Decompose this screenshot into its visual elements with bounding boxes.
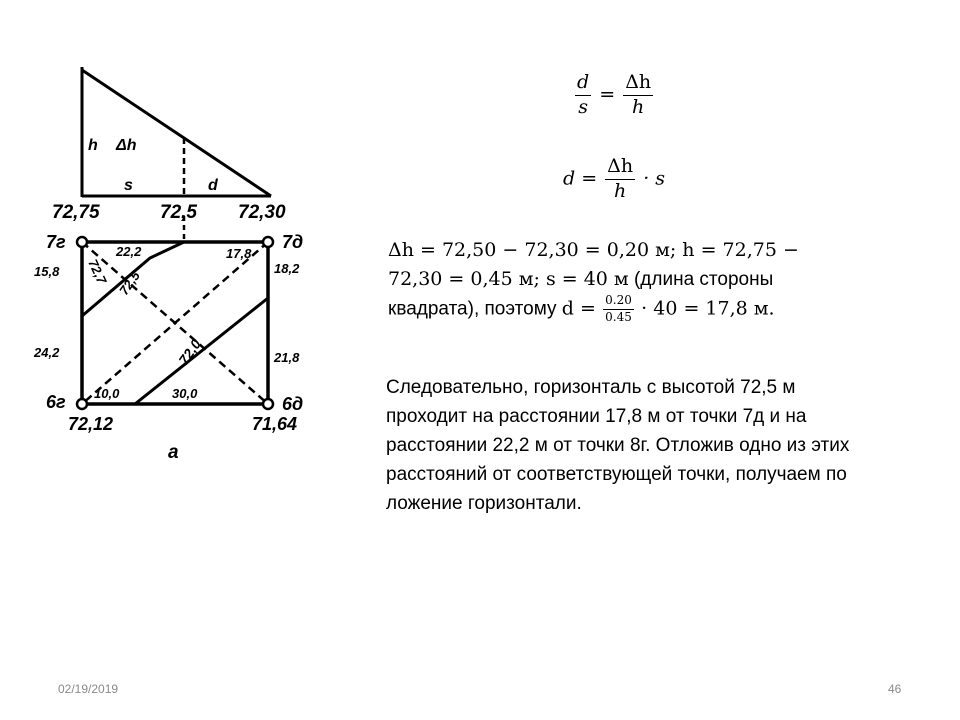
formula-d	[563, 156, 665, 203]
frac-den: h	[632, 95, 645, 118]
edge-top-right: 17,8	[226, 246, 252, 261]
edge-top-left: 22,2	[116, 244, 142, 259]
fraction-dh-over-h	[605, 156, 635, 203]
point-6g-label: 6г	[46, 392, 66, 412]
base-value-mid: 72,5	[160, 202, 197, 223]
edge-bottom-right: 30,0	[172, 386, 198, 401]
height-6d: 71,64	[252, 414, 298, 434]
frac-num: Δh	[605, 156, 635, 180]
contour-label-72-5: 72,5	[116, 268, 143, 298]
calc-line-1: Δh = 72,50 − 72,30 = 0,20 м; h = 72,75 −	[388, 239, 799, 261]
triangle-hypotenuse	[82, 70, 271, 196]
calculation-block	[388, 236, 878, 325]
calc-line-2: 72,30 = 0,45 м; s = 40 м (длина стороны	[388, 268, 774, 290]
height-6g: 72,12	[68, 414, 114, 434]
footer-date: 02/19/2019	[58, 682, 119, 696]
frac-den: s	[578, 95, 588, 118]
fraction-020-over-045	[603, 294, 634, 325]
frac-num: Δh	[623, 72, 653, 96]
fraction-dh-over-h	[623, 72, 653, 119]
frac-den: 0.45	[605, 309, 632, 324]
point-6d-label: 6д	[282, 394, 304, 414]
point-7d-label: 7д	[282, 232, 304, 252]
edge-right-top: 18,2	[274, 261, 300, 276]
edge-bottom-left: 10,0	[94, 386, 120, 401]
label-dh: Δh	[116, 137, 137, 154]
frac-num: d	[575, 72, 591, 96]
formula-lhs: d =	[563, 167, 598, 190]
equals-sign: =	[599, 83, 616, 106]
frac-num: 0.20	[603, 294, 634, 310]
edge-right-bottom: 21,8	[274, 350, 300, 365]
slide-number: 46	[888, 682, 902, 696]
contour-label-72-0: 72,0	[175, 336, 205, 368]
contour-interpolation-diagram	[0, 0, 380, 470]
frac-den: h	[614, 179, 627, 202]
figure-caption: а	[168, 442, 179, 463]
label-d: d	[208, 177, 218, 194]
base-value-right: 72,30	[238, 202, 286, 223]
formula-proportion	[573, 72, 655, 119]
point-7g-label: 7г	[46, 232, 66, 252]
base-value-left: 72,75	[52, 202, 100, 223]
edge-left-bottom: 24,2	[34, 345, 60, 360]
label-h: h	[88, 137, 98, 154]
explanation-paragraph: Следовательно, горизонталь с высотой 72,5 м проходит на расстоянии 17,8 м от точки 7д и на расстоянии 22,2 м от точки 8г. Отложив одно из этих расстояний от соответствующей точки, получаем по ложение горизонтали.	[386, 377, 850, 514]
label-s: s	[124, 177, 133, 194]
contour-label-72-7: 72,7	[85, 256, 110, 287]
fraction-d-over-s	[575, 72, 591, 119]
point-6g-marker	[77, 399, 87, 409]
edge-left-top: 15,8	[34, 264, 60, 279]
point-7d-marker	[263, 237, 273, 247]
point-7g-marker	[77, 237, 87, 247]
calc-line-3: квадрата), поэтому d = $\frac{0.20}{0.45}$ · 40 = 17,8 м.	[388, 293, 775, 324]
point-6d-marker	[263, 399, 273, 409]
formula-tail: · s	[643, 167, 666, 190]
